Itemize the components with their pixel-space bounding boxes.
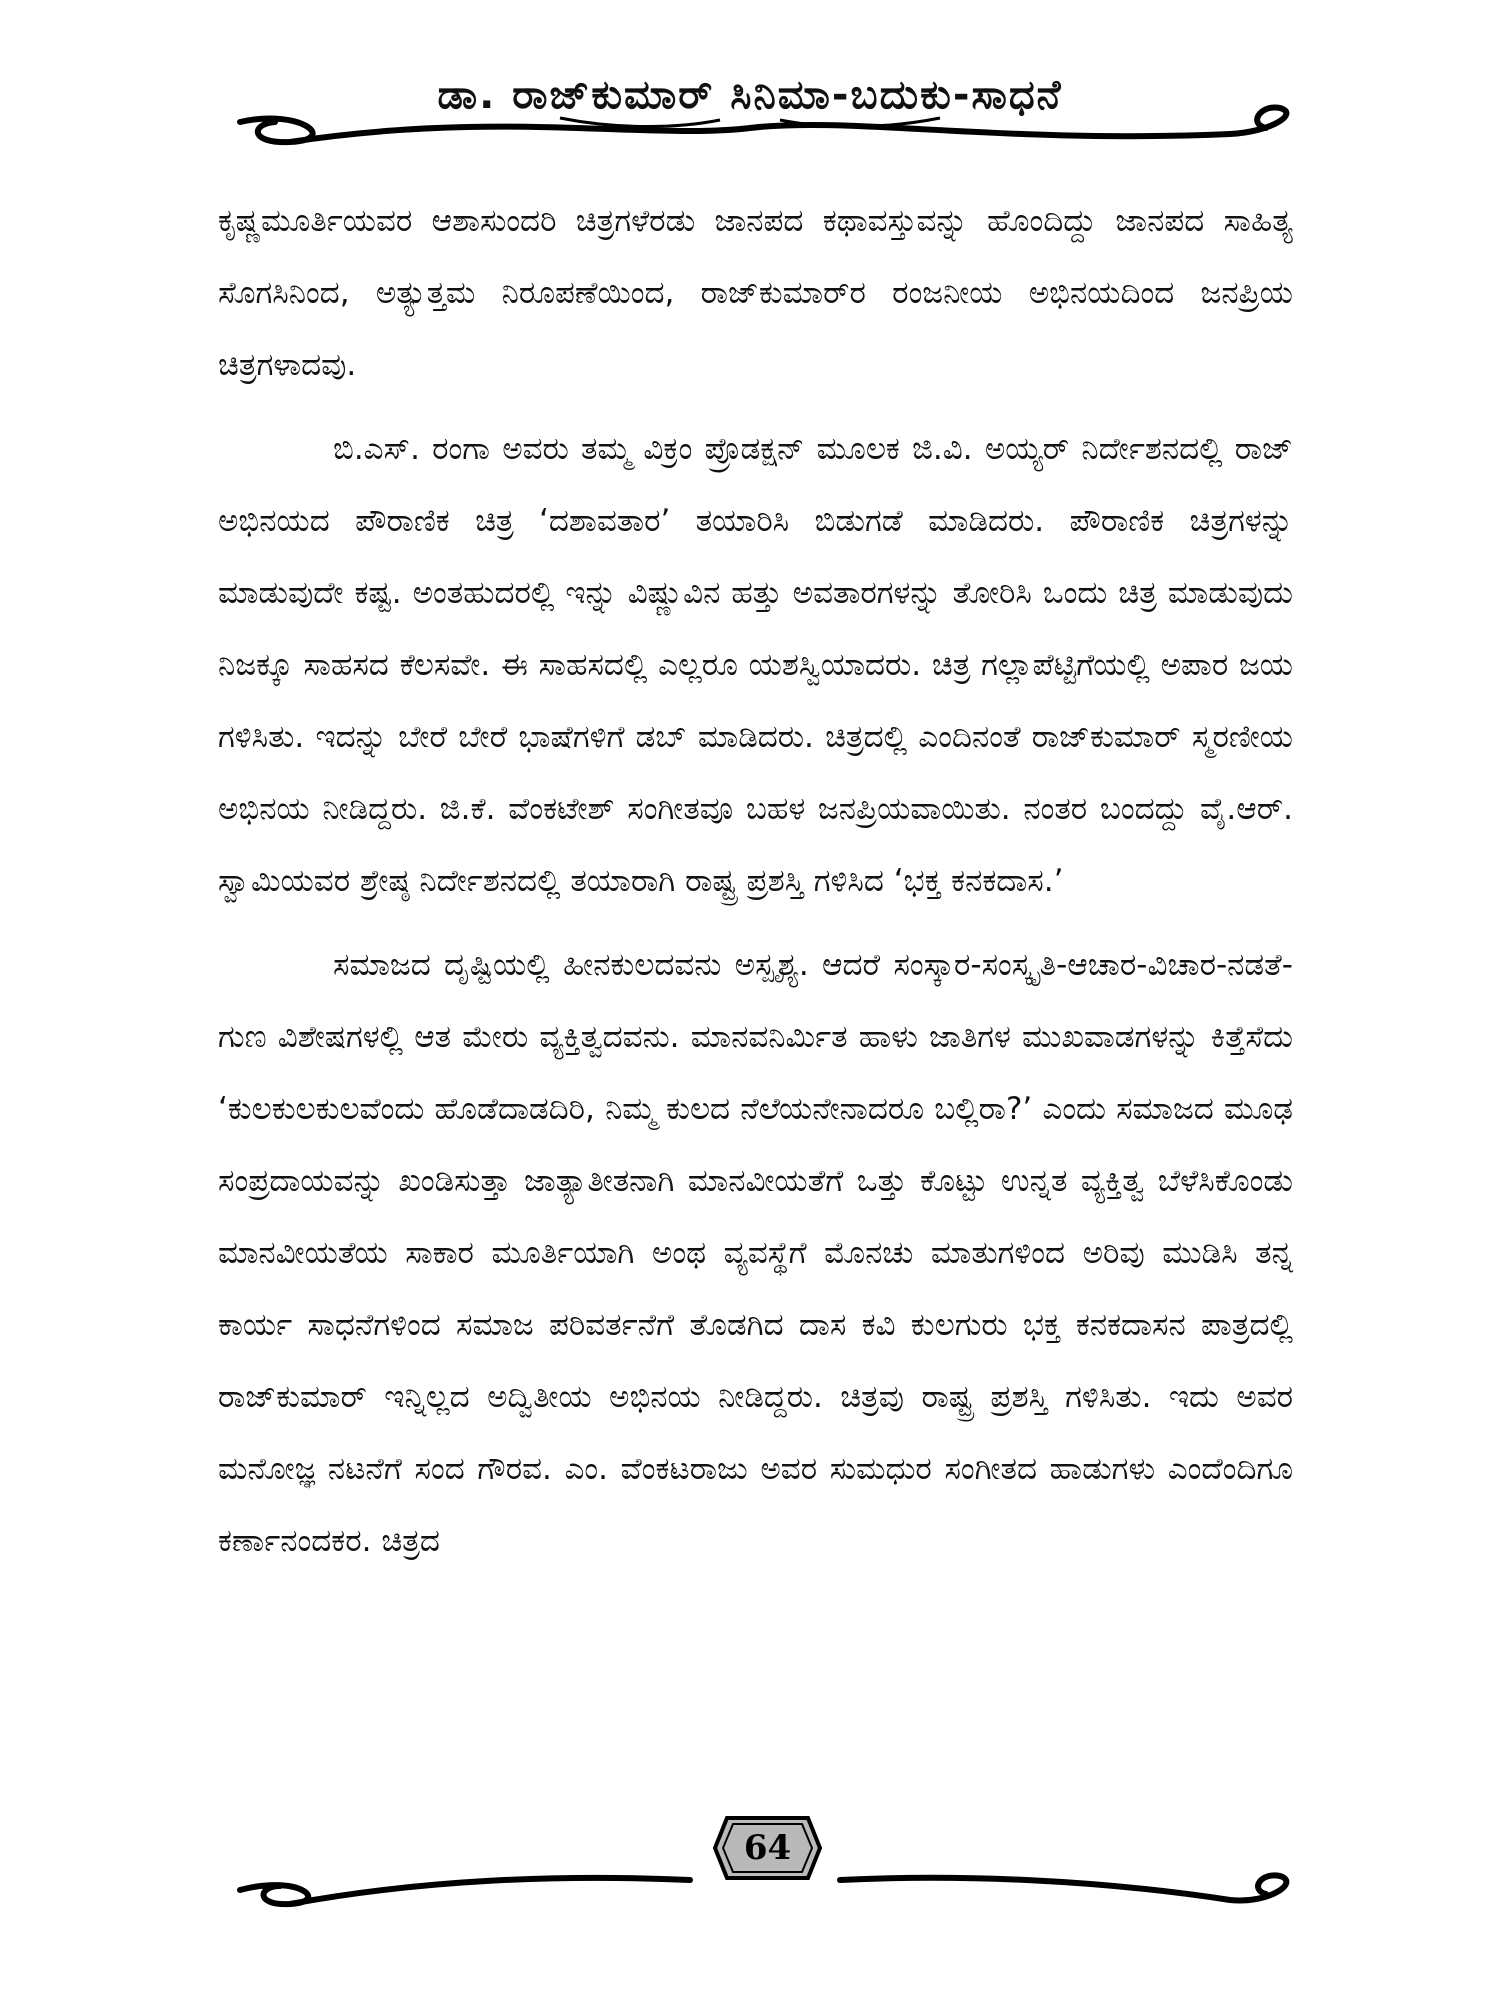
paragraph: ಸಮಾಜದ ದೃಷ್ಟಿಯಲ್ಲಿ ಹೀನಕುಲದವನು ಅಸ್ಪೃಶ್ಯ. ಆದರೆ ಸಂಸ್ಕಾರ-ಸಂಸ್ಕೃತಿ-ಆಚಾರ-ವಿಚಾರ-ನಡತೆ-ಗುಣ ವಿಶೇಷಗಳಲ್ಲಿ ಆತ ಮೇರು ವ್ಯಕ್ತಿತ್ವದವನು. ಮಾನವನಿರ್ಮಿತ ಹಾಳು ಜಾತಿಗಳ ಮುಖವಾಡಗಳನ್ನು ಕಿತ್ತೆಸೆದು ‘ಕುಲಕುಲಕುಲವೆಂದು ಹೊಡೆದಾಡದಿರಿ, ನಿಮ್ಮ ಕುಲದ ನೆಲೆಯನೇನಾದರೂ ಬಲ್ಲಿರಾ?’ ಎಂದು ಸಮಾಜದ ಮೂಢ ಸಂಪ್ರದಾಯವನ್ನು ಖಂಡಿಸುತ್ತಾ ಜಾತ್ಯಾತೀತನಾಗಿ ಮಾನವೀಯತೆಗೆ ಒತ್ತು ಕೊಟ್ಟು ಉನ್ನತ ವ್ಯಕ್ತಿತ್ವ ಬೆಳೆಸಿಕೊಂಡು ಮಾನವೀಯತೆಯ ಸಾಕಾರ ಮೂರ್ತಿಯಾಗಿ ಅಂಥ ವ್ಯವಸ್ಥೆಗೆ ಮೊನಚು ಮಾತುಗಳಿಂದ ಅರಿವು ಮುಡಿಸಿ ತನ್ನ ಕಾರ್ಯ ಸಾಧನೆಗಳಿಂದ ಸಮಾಜ ಪರಿವರ್ತನೆಗೆ ತೊಡಗಿದ ದಾಸ ಕವಿ ಕುಲಗುರು ಭಕ್ತ ಕನಕದಾಸನ ಪಾತ್ರದಲ್ಲಿ ರಾಜ್‌ಕುಮಾರ್ ಇನ್ನಿಲ್ಲದ ಅದ್ವಿತೀಯ ಅಭಿನಯ ನೀಡಿದ್ದರು. ಚಿತ್ರವು ರಾಷ್ಟ್ರ ಪ್ರಶಸ್ತಿ ಗಳಿಸಿತು. ಇದು ಅವರ ಮನೋಜ್ಞ ನಟನೆಗೆ ಸಂದ ಗೌರವ. ಎಂ. ವೆಂಕಟರಾಜು ಅವರ ಸುಮಧುರ ಸಂಗೀತದ ಹಾಡುಗಳು ಎಂದೆಂದಿಗೂ ಕರ್ಣಾನಂದಕರ. ಚಿತ್ರದ [218,947,1293,1559]
body-text [218,185,1293,1589]
paragraph: ಕೃಷ್ಣಮೂರ್ತಿಯವರ ಆಶಾಸುಂದರಿ ಚಿತ್ರಗಳೆರಡು ಜಾನಪದ ಕಥಾವಸ್ತುವನ್ನು ಹೊಂದಿದ್ದು ಜಾನಪದ ಸಾಹಿತ್ಯ ಸೊಗಸಿನಿಂದ, ಅತ್ಯುತ್ತಮ ನಿರೂಪಣೆಯಿಂದ, ರಾಜ್‌ಕುಮಾರ್‌ರ ರಂಜನೀಯ ಅಭಿನಯದಿಂದ ಜನಪ್ರಿಯ ಚಿತ್ರಗಳಾದವು. [218,203,1293,383]
running-header-title: ಡಾ. ರಾಜ್‌ಕುಮಾರ್ ಸಿನಿಮಾ-ಬದುಕು-ಸಾಧನೆ [437,72,1063,118]
header-ornament-divider [0,100,1500,180]
page-number: 64 [743,1828,792,1868]
paragraph: ಬಿ.ಎಸ್. ರಂಗಾ ಅವರು ತಮ್ಮ ವಿಕ್ರಂ ಪ್ರೊಡಕ್ಷನ್ ಮೂಲಕ ಜಿ.ವಿ. ಅಯ್ಯರ್ ನಿರ್ದೇಶನದಲ್ಲಿ ರಾಜ್ ಅಭಿನಯದ ಪೌರಾಣಿಕ ಚಿತ್ರ ‘ದಶಾವತಾರ’ ತಯಾರಿಸಿ ಬಿಡುಗಡೆ ಮಾಡಿದರು. ಪೌರಾಣಿಕ ಚಿತ್ರಗಳನ್ನು ಮಾಡುವುದೇ ಕಷ್ಟ. ಅಂತಹುದರಲ್ಲಿ ಇನ್ನು ವಿಷ್ಣುವಿನ ಹತ್ತು ಅವತಾರಗಳನ್ನು ತೋರಿಸಿ ಒಂದು ಚಿತ್ರ ಮಾಡುವುದು ನಿಜಕ್ಕೂ ಸಾಹಸದ ಕೆಲಸವೇ. ಈ ಸಾಹಸದಲ್ಲಿ ಎಲ್ಲರೂ ಯಶಸ್ವಿಯಾದರು. ಚಿತ್ರ ಗಲ್ಲಾಪೆಟ್ಟಿಗೆಯಲ್ಲಿ ಅಪಾರ ಜಯ ಗಳಿಸಿತು. ಇದನ್ನು ಬೇರೆ ಬೇರೆ ಭಾಷೆಗಳಿಗೆ ಡಬ್ ಮಾಡಿದರು. ಚಿತ್ರದಲ್ಲಿ ಎಂದಿನಂತೆ ರಾಜ್‌ಕುಮಾರ್ ಸ್ಮರಣೀಯ ಅಭಿನಯ ನೀಡಿದ್ದರು. ಜಿ.ಕೆ. ವೆಂಕಟೇಶ್ ಸಂಗೀತವೂ ಬಹಳ ಜನಪ್ರಿಯವಾಯಿತು. ನಂತರ ಬಂದದ್ದು ವೈ.ಆರ್. ಸ್ವಾಮಿಯವರ ಶ್ರೇಷ್ಠ ನಿರ್ದೇಶನದಲ್ಲಿ ತಯಾರಾಗಿ ರಾಷ್ಟ್ರ ಪ್ರಶಸ್ತಿ ಗಳಿಸಿದ ‘ಭಕ್ತ ಕನಕದಾಸ.’ [218,431,1293,899]
